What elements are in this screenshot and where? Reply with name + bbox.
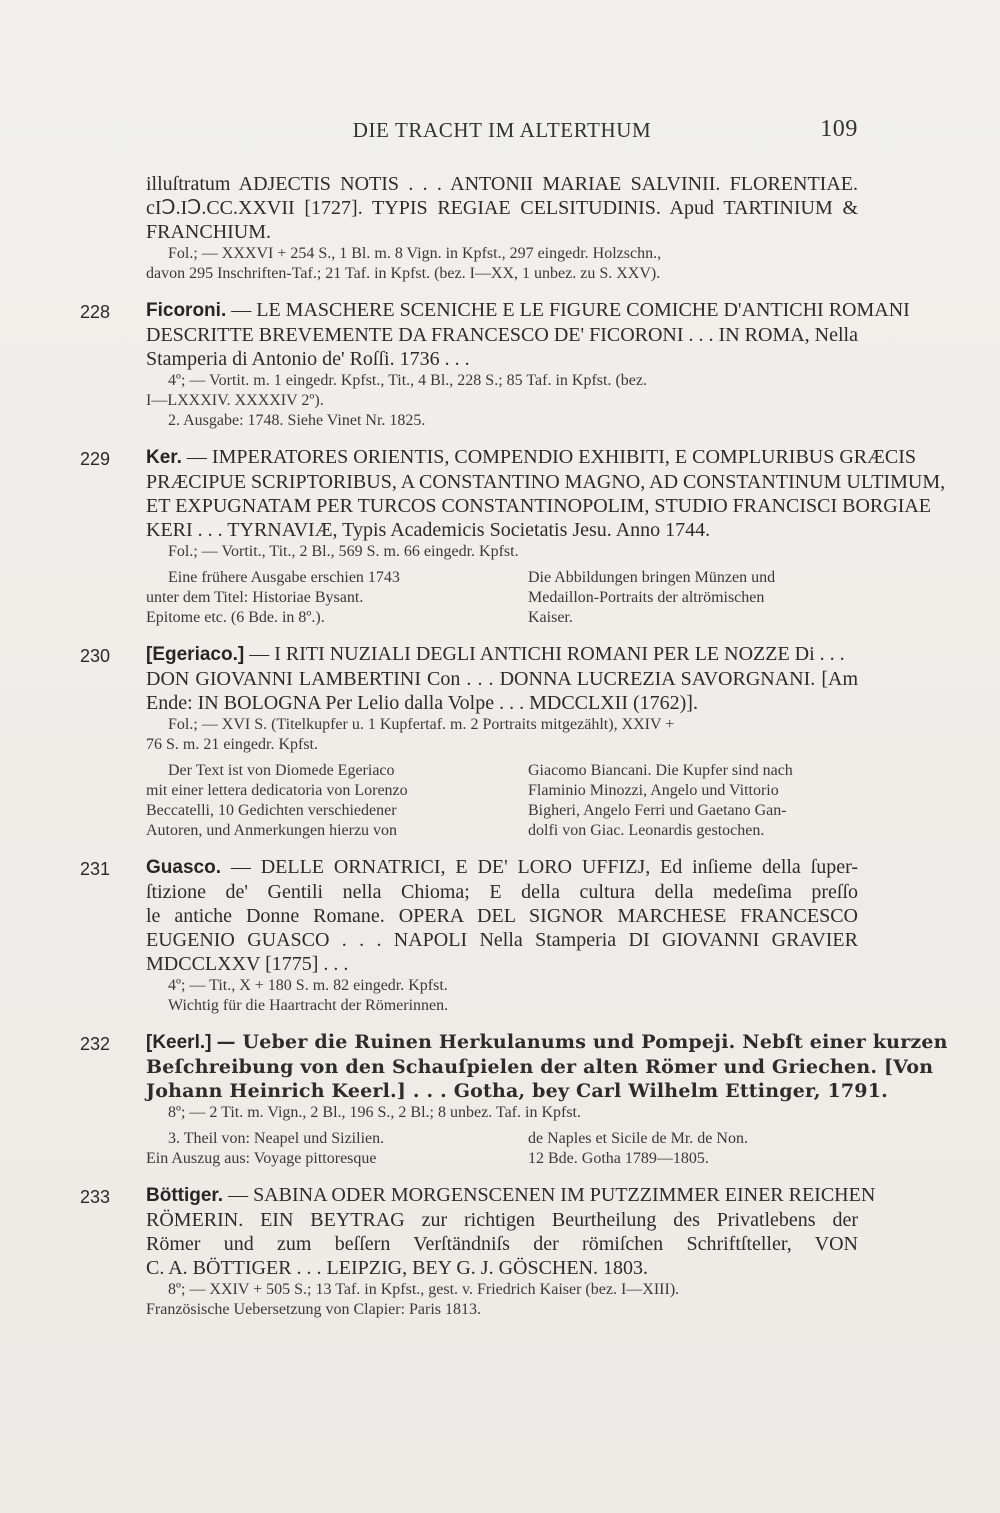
note-line: Eine frühere Ausgabe erschien 1743: [168, 569, 400, 586]
text-line: — I RITI NUZIALI DEGLI ANTICHI ROMANI PER LE NOZZE Di . . .: [249, 643, 845, 665]
running-header: [146, 118, 858, 148]
entry-number: 232: [80, 1034, 111, 1054]
note-line: Wichtig für die Haartracht der Römerinnen.: [168, 997, 449, 1014]
entry-number: 231: [80, 859, 111, 879]
note-line: I—LXXXIV. XXXXIV 2º).: [146, 392, 324, 409]
note-line: Autoren, und Anmerkungen hierzu von: [146, 822, 398, 839]
two-column-note: [146, 1129, 858, 1169]
text-line: DON GIOVANNI LAMBERTINI Con . . . DONNA LUCREZIA SAVORGNANI. [Am: [146, 668, 858, 690]
catalog-entry: [80, 1030, 948, 1169]
catalog-entry: [80, 642, 858, 841]
catalog-entry: [80, 855, 859, 1016]
note-line: 8º; — 2 Tit. m. Vign., 2 Bl., 196 S., 2 Bl.; 8 unbez. Taf. in Kpfst.: [168, 1104, 581, 1121]
two-column-note: [146, 761, 858, 841]
note-line: 4º; — Vortit. m. 1 eingedr. Kpfst., Tit., 4 Bl., 228 S.; 85 Taf. in Kpfst. (bez.: [168, 372, 647, 389]
catalog-entry: [80, 1183, 876, 1320]
note-line: de Naples et Sicile de Mr. de Non.: [528, 1130, 748, 1147]
text-line: Ende: IN BOLOGNA Per Lelio dalla Volpe . . . MDCCLXII (1762)].: [146, 692, 698, 714]
note-line: 12 Bde. Gotha 1789—1805.: [528, 1150, 709, 1167]
note-line: Fol.; — XVI S. (Titelkupfer u. 1 Kupfertaf. m. 2 Portraits mitgezählt), XXIV +: [168, 716, 675, 733]
entry-number: 230: [80, 646, 111, 666]
note-line: Französische Uebersetzung von Clapier: Paris 1813.: [146, 1301, 482, 1318]
continued-entry: [146, 172, 858, 284]
entry-number: 229: [80, 449, 111, 469]
note-line: Die Abbildungen bringen Münzen und: [528, 569, 776, 586]
catalog-entry: [80, 298, 910, 431]
note-line: Medaillon-Portraits der altrömischen: [528, 589, 765, 606]
text-line: MDCCLXXV [1775] . . .: [146, 953, 349, 975]
text-line: le antiche Donne Romane. OPERA DEL SIGNOR MARCHESE FRANCESCO: [146, 905, 858, 927]
text-line: — IMPERATORES ORIENTIS, COMPENDIO EXHIBITI, E COMPLURIBUS GRÆCIS: [186, 446, 917, 468]
running-title: DIE TRACHT IM ALTERTHUM: [352, 118, 652, 142]
text-line: EUGENIO GUASCO . . . NAPOLI Nella Stamperia DI GIOVANNI GRAVIER: [146, 929, 858, 951]
text-line: C. A. BÖTTIGER . . . LEIPZIG, BEY G. J. GÖSCHEN. 1803.: [146, 1257, 649, 1279]
note-line: Ein Auszug aus: Voyage pittoresque: [146, 1150, 377, 1167]
text-line: Beſchreibung von den Schauſpielen der alten Römer und Griechen. [Von: [146, 1056, 934, 1078]
note-line: 76 S. m. 21 eingedr. Kpfst.: [146, 736, 318, 753]
note-line: unter dem Titel: Historiae Bysant.: [146, 589, 364, 606]
note-line: Kaiser.: [528, 609, 573, 626]
text-line: Johann Heinrich Keerl.] . . . Gotha, bey Carl Wilhelm Ettinger, 1791.: [146, 1080, 888, 1102]
text-line: RÖMERIN. EIN BEYTRAG zur richtigen Beurtheilung des Privatlebens der: [146, 1209, 858, 1231]
text-line: DESCRITTE BREVEMENTE DA FRANCESCO DE' FICORONI . . . IN ROMA, Nella: [146, 324, 858, 346]
note-line: Der Text ist von Diomede Egeriaco: [168, 762, 395, 779]
entry-author: [Egeriaco.]: [146, 644, 245, 665]
text-line: — SABINA ODER MORGENSCENEN IM PUTZZIMMER EINER REICHEN: [228, 1184, 876, 1206]
note-line: mit einer lettera dedicatoria von Lorenzo: [146, 782, 408, 799]
note-line: Epitome etc. (6 Bde. in 8º.).: [146, 609, 325, 626]
entry-author: Ficoroni.: [146, 300, 227, 321]
text-line: — LE MASCHERE SCENICHE E LE FIGURE COMICHE D'ANTICHI ROMANI: [231, 299, 910, 321]
note-line: 3. Theil von: Neapel und Sizilien.: [168, 1130, 385, 1147]
text-line: ET EXPUGNATAM PER TURCOS CONSTANTINOPOLIM, STUDIO FRANCISCI BORGIAE: [146, 495, 932, 517]
note-line: 2. Ausgabe: 1748. Siehe Vinet Nr. 1825.: [168, 412, 426, 429]
text-line: illuſtratum ADJECTIS NOTIS . . . ANTONII MARIAE SALVINII. FLORENTIAE.: [146, 173, 858, 195]
note-line: dolfi von Giac. Leonardis gestochen.: [528, 822, 765, 839]
note-line: Fol.; — XXXVI + 254 S., 1 Bl. m. 8 Vign. in Kpfst., 297 eingedr. Holzschn.,: [168, 245, 662, 262]
catalog-entry: [80, 445, 946, 628]
entry-author: Ker.: [146, 447, 182, 468]
note-line: Beccatelli, 10 Gedichten verschiedener: [146, 802, 397, 819]
note-line: Bigheri, Angelo Ferri und Gaetano Gan-: [528, 802, 787, 819]
entry-author: Böttiger.: [146, 1185, 224, 1206]
note-line: davon 295 Inschriften-Taf.; 21 Taf. in Kpfst. (bez. I—XX, 1 unbez. zu S. XXV).: [146, 265, 661, 282]
note-line: Flaminio Minozzi, Angelo und Vittorio: [528, 782, 779, 799]
text-line: — Ueber die Ruinen Herkulanums und Pompeji. Nebſt einer kurzen: [216, 1031, 948, 1053]
entry-author: [Keerl.]: [146, 1032, 212, 1053]
note-line: Giacomo Biancani. Die Kupfer sind nach: [528, 762, 793, 779]
text-line: ſtizione de' Gentili nella Chioma; E della cultura della medeſima preſſo: [146, 881, 858, 903]
note-line: 4º; — Tit., X + 180 S. m. 82 eingedr. Kpfst.: [168, 977, 448, 994]
text-line: Stamperia di Antonio de' Roſſi. 1736 . . .: [146, 348, 470, 370]
text-line: FRANCHIUM.: [146, 221, 272, 243]
text-line: — DELLE ORNATRICI, E DE' LORO UFFIZJ, Ed inſieme della ſuper-: [230, 856, 859, 878]
text-line: KERI . . . TYRNAVIÆ, Typis Academicis Societatis Jesu. Anno 1744.: [146, 519, 711, 541]
text-line: cIↃ.IↃ.CC.XXVII [1727]. TYPIS REGIAE CELSITUDINIS. Apud TARTINIUM &: [146, 197, 858, 219]
page-body: [80, 172, 948, 1320]
page-number: 109: [820, 116, 858, 142]
text-line: PRÆCIPUE SCRIPTORIBUS, A CONSTANTINO MAGNO, AD CONSTANTINUM ULTIMUM,: [146, 471, 946, 493]
entry-number: 228: [80, 302, 111, 322]
entry-author: Guasco.: [146, 857, 221, 878]
note-line: 8º; — XXIV + 505 S.; 13 Taf. in Kpfst., gest. v. Friedrich Kaiser (bez. I—XIII).: [168, 1281, 680, 1298]
two-column-note: [146, 568, 858, 628]
text-line: Römer und zum beſſern Verſtändniſs der römiſchen Schriftſteller, VON: [146, 1233, 858, 1255]
note-line: Fol.; — Vortit., Tit., 2 Bl., 569 S. m. 66 eingedr. Kpfst.: [168, 543, 519, 560]
entry-number: 233: [80, 1187, 111, 1207]
